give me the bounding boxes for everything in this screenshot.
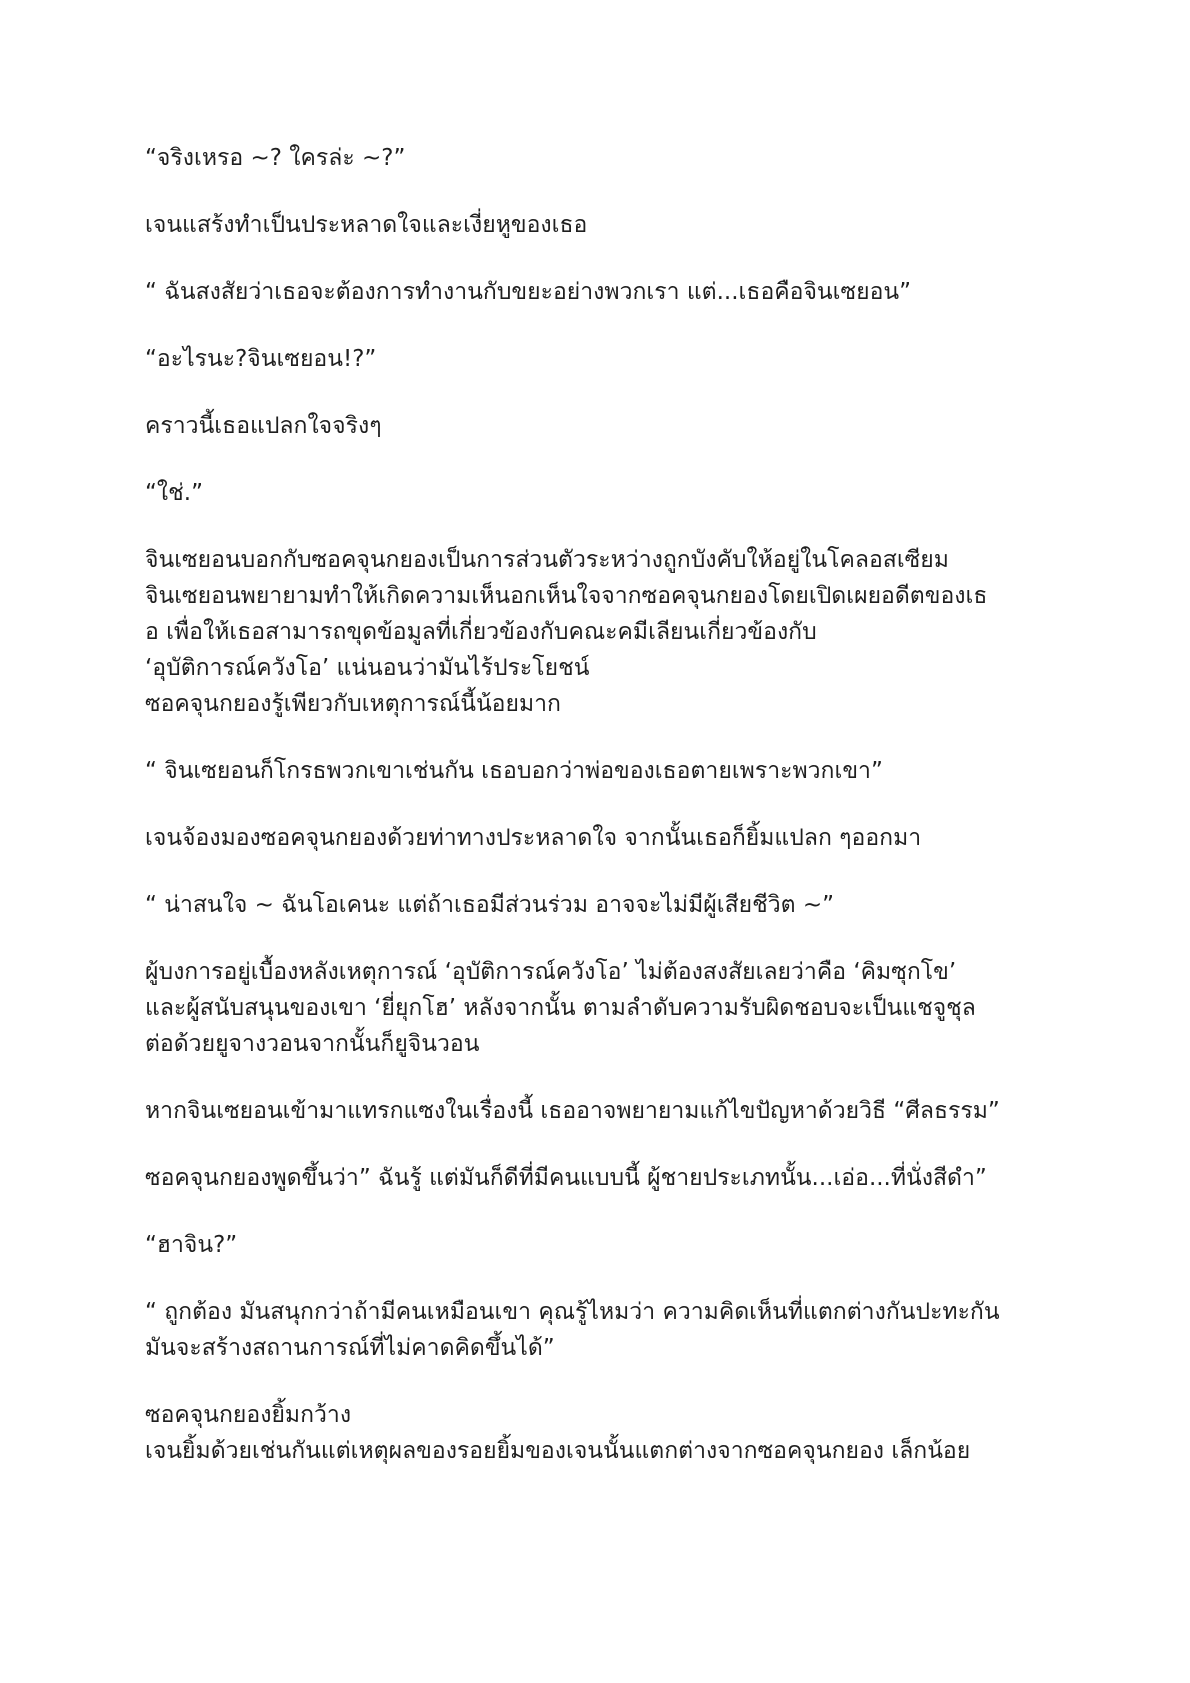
paragraph-11 [145,954,1090,1062]
text-line: เจนยิ้มด้วยเช่นกันแต่เหตุผลของรอยยิ้มของเจนนั้นแตกต่างจากซอคจุนกยอง เล็กน้อย [145,1438,971,1464]
text-line: คราวนี้เธอแปลกใจจริงๆ [145,413,382,439]
text-line: “ ฉันสงสัยว่าเธอจะต้องการทำงานกับขยะอย่างพวกเรา แต่...เธอคือจินเซยอน” [145,279,912,305]
text-line: “ฮาจิน?” [145,1232,238,1258]
paragraph-15 [145,1294,1090,1366]
text-line: ซอคจุนกยองพูดขึ้นว่า” ฉันรู้ แต่มันก็ดีที่มีคนแบบนี้ ผู้ชายประเภทนั้น...เอ่อ...ที่นั่งสีดำ” [145,1165,987,1191]
paragraph-9 [145,820,1090,856]
paragraph-12 [145,1093,1090,1129]
text-line: “ น่าสนใจ ~ ฉันโอเคนะ แต่ถ้าเธอมีส่วนร่วม อาจจะไม่มีผู้เสียชีวิต ~” [145,892,835,918]
paragraph-16 [145,1397,1090,1469]
text-line: “อะไรนะ?จินเซยอน!?” [145,346,377,372]
text-line: จินเซยอนพยายามทำให้เกิดความเห็นอกเห็นใจจากซอคจุนกยองโดยเปิดเผยอดีตของเธ [145,583,988,609]
text-line: ซอคจุนกยองยิ้มกว้าง [145,1402,352,1428]
paragraph-10 [145,887,1090,923]
paragraph-13 [145,1160,1090,1196]
paragraph-14 [145,1227,1090,1263]
text-line: หากจินเซยอนเข้ามาแทรกแซงในเรื่องนี้ เธออาจพยายามแก้ไขปัญหาด้วยวิธี “ศีลธรรม” [145,1098,1000,1124]
text-line: “ จินเซยอนก็โกรธพวกเขาเช่นกัน เธอบอกว่าพ่อของเธอตายเพราะพวกเขา” [145,758,883,784]
text-line: ต่อด้วยยูจางวอนจากนั้นก็ยูจินวอน [145,1031,480,1057]
text-line: “ ถูกต้อง มันสนุกกว่าถ้ามีคนเหมือนเขา คุณรู้ไหมว่า ความคิดเห็นที่แตกต่างกันปะทะกัน [145,1299,1000,1325]
text-line: ‘อุบัติการณ์ควังโอ’ แน่นอนว่ามันไร้ประโยชน์ [145,655,590,681]
text-line: เจนจ้องมองซอคจุนกยองด้วยท่าทางประหลาดใจ จากนั้นเธอก็ยิ้มแปลก ๆออกมา [145,825,922,851]
text-line: เจนแสร้งทำเป็นประหลาดใจและเงี่ยหูของเธอ [145,212,588,238]
text-line: และผู้สนับสนุนของเขา ‘ยี่ยุกโฮ’ หลังจากนั้น ตามลำดับความรับผิดชอบจะเป็นแชจูชุล [145,995,976,1021]
paragraph-3 [145,274,1090,310]
text-line: จินเซยอนบอกกับซอคจุนกยองเป็นการส่วนตัวระหว่างถูกบังคับให้อยู่ในโคลอสเซียม [145,547,949,573]
paragraph-1 [145,140,1090,176]
text-line: “จริงเหรอ ~? ใครล่ะ ~?” [145,145,406,171]
text-line: มันจะสร้างสถานการณ์ที่ไม่คาดคิดขึ้นได้” [145,1335,555,1361]
paragraph-7 [145,542,1090,722]
paragraph-4 [145,341,1090,377]
paragraph-6 [145,475,1090,511]
text-line: ผู้บงการอยู่เบื้องหลังเหตุการณ์ ‘อุบัติการณ์ควังโอ’ ไม่ต้องสงสัยเลยว่าคือ ‘คิมซุกโข’ [145,959,957,985]
text-line: ซอคจุนกยองรู้เพียวกับเหตุการณ์นี้น้อยมาก [145,691,561,717]
text-line: อ เพื่อให้เธอสามารถขุดข้อมูลที่เกี่ยวข้องกับคณะคมีเลียนเกี่ยวข้องกับ [145,619,817,645]
text-line: “ใช่.” [145,480,203,506]
paragraph-5 [145,408,1090,444]
paragraph-8 [145,753,1090,789]
document-body [145,140,1090,1469]
paragraph-2 [145,207,1090,243]
